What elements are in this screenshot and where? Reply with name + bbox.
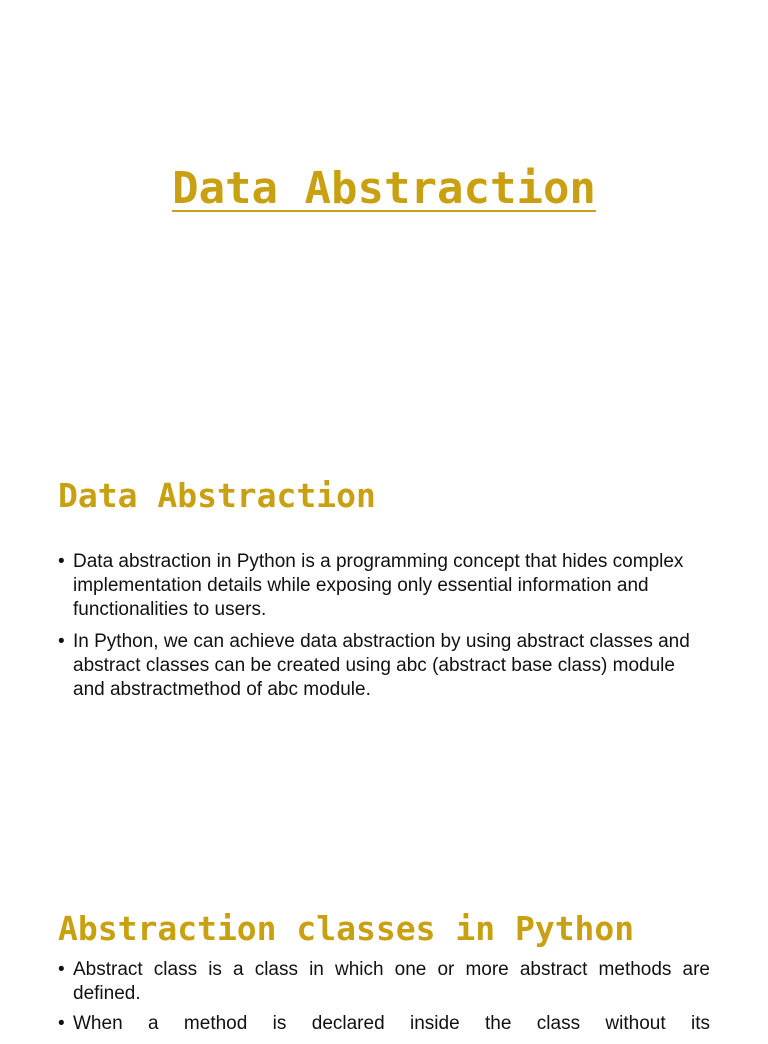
bullet-text: Data abstraction in Python is a programming concept that hides complex implementation details while exposing only essential information and functionalities to users. [73,551,684,620]
bullet-list [58,958,710,1044]
bullet-text: In Python, we can achieve data abstraction by using abstract classes and abstract classes can be created using abc (abstract base class) module and abstractmethod of abc module. [73,631,690,700]
bullet-item [58,1012,710,1036]
bullet-text: When a method is declared inside the class without its [73,1013,710,1034]
content-slide-data-abstraction [0,440,768,880]
bullet-icon: • [58,1013,65,1034]
bullet-icon: • [58,959,65,980]
slide-heading: Data Abstraction [58,476,376,515]
bullet-item [58,550,710,622]
bullet-text: Abstract class is a class in which one or more abstract methods are defined. [73,959,710,1004]
title-slide [0,0,768,440]
bullet-list [58,550,710,710]
bullet-item [58,958,710,1006]
content-slide-abstraction-classes [0,880,768,1034]
slide-title [0,163,768,214]
slide-title-text: Data Abstraction [172,163,596,214]
bullet-icon: • [58,551,65,572]
slide-heading: Abstraction classes in Python [58,909,635,948]
bullet-icon: • [58,631,65,652]
bullet-item [58,630,710,702]
